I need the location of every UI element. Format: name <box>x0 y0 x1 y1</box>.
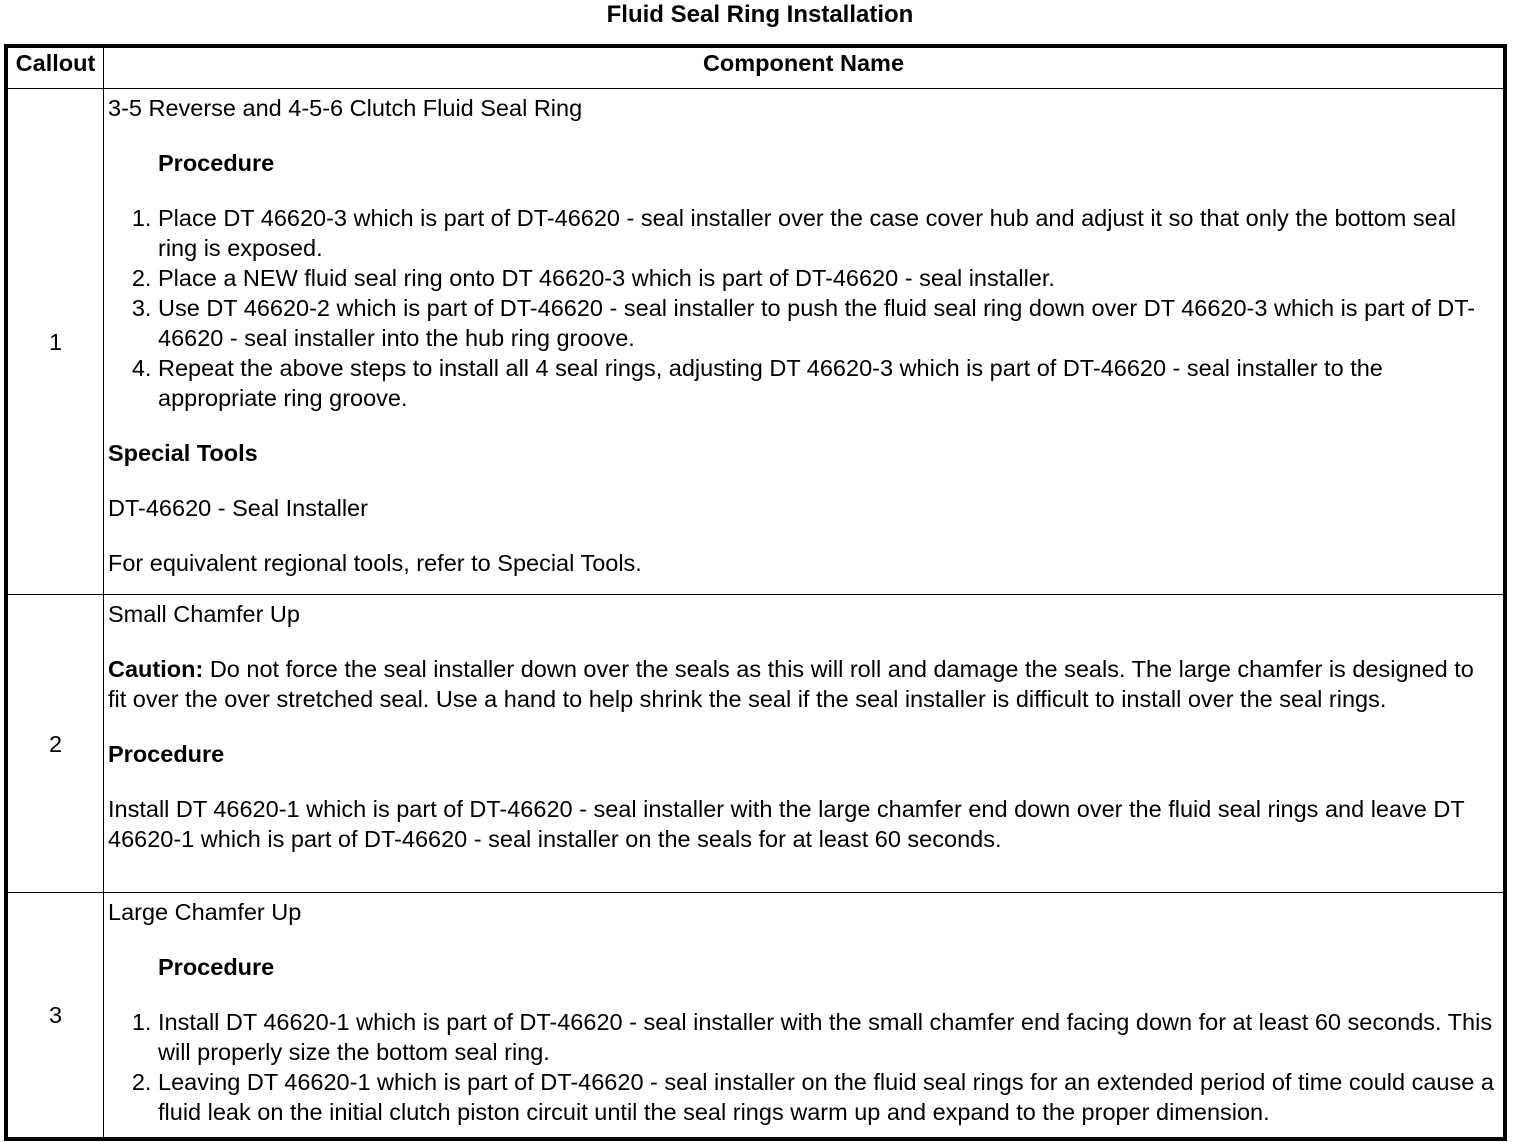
component-name: Large Chamfer Up <box>108 899 302 925</box>
page-title: Fluid Seal Ring Installation <box>606 1 914 28</box>
component-cell <box>104 595 1504 893</box>
caution-text: Do not force the seal installer down over the seals as this will roll and damage the seals. The large chamfer is designed to fit over the over stretched seal. Use a hand to help shrink the seal if the seal installer is difficult to install over the seal rings. <box>108 656 1474 712</box>
special-tools-heading: Special Tools <box>108 440 258 466</box>
callout-number: 3 <box>8 893 104 1138</box>
component-cell <box>104 89 1504 595</box>
procedure-steps <box>108 203 1495 413</box>
special-tools-note: For equivalent regional tools, refer to Special Tools. <box>108 550 642 576</box>
component-name: Small Chamfer Up <box>108 601 300 627</box>
table-row <box>8 893 1504 1138</box>
component-table <box>4 44 1507 1141</box>
table-header-row <box>8 48 1504 89</box>
callout-column-header: Callout <box>8 48 104 89</box>
procedure-step: 3. Use DT 46620-2 which is part of DT-46620 - seal installer to push the fluid seal ring down over DT 46620-3 which is part of DT-46620 - seal installer into the hub ring groove. <box>158 293 1495 353</box>
procedure-steps <box>108 1007 1495 1127</box>
component-name-column-header: Component Name <box>104 48 1504 89</box>
callout-number: 1 <box>8 89 104 595</box>
procedure-step: 1. Place DT 46620-3 which is part of DT-46620 - seal installer over the case cover hub and adjust it so that only the bottom seal ring is exposed. <box>158 203 1495 263</box>
procedure-step: 1. Install DT 46620-1 which is part of DT-46620 - seal installer with the small chamfer end facing down for at least 60 seconds. This will properly size the bottom seal ring. <box>158 1007 1495 1067</box>
procedure-heading: Procedure <box>108 741 225 767</box>
procedure-step: 2. Place a NEW fluid seal ring onto DT 46620-3 which is part of DT-46620 - seal installer. <box>158 263 1495 293</box>
callout-number: 2 <box>8 595 104 893</box>
procedure-heading: Procedure <box>158 150 275 176</box>
caution-paragraph <box>108 654 1495 714</box>
procedure-step: 2. Leaving DT 46620-1 which is part of DT-46620 - seal installer on the fluid seal rings for an extended period of time could cause a fluid leak on the initial clutch piston circuit until the seal rings warm up and expand to the proper dimension. <box>158 1067 1495 1127</box>
procedure-heading: Procedure <box>158 954 275 980</box>
component-cell <box>104 893 1504 1138</box>
procedure-text: Install DT 46620-1 which is part of DT-46620 - seal installer with the large chamfer end down over the fluid seal rings and leave DT 46620-1 which is part of DT-46620 - seal installer on the seals for at least 60 seconds. <box>108 796 1465 852</box>
special-tool-item: DT-46620 - Seal Installer <box>108 495 368 521</box>
procedure-step: 4. Repeat the above steps to install all 4 seal rings, adjusting DT 46620-3 which is part of DT-46620 - seal installer to the appropriate ring groove. <box>158 353 1495 413</box>
table-row <box>8 89 1504 595</box>
caution-label: Caution: <box>108 656 204 682</box>
table-row <box>8 595 1504 893</box>
component-name: 3-5 Reverse and 4-5-6 Clutch Fluid Seal Ring <box>108 95 583 121</box>
